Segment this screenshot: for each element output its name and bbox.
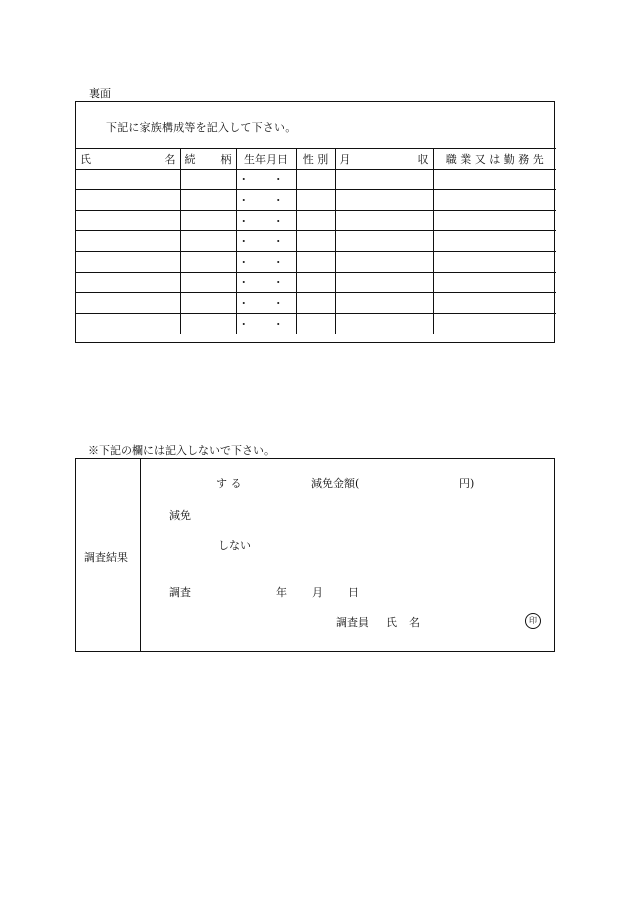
family-structure-section [75,101,555,343]
gender-cell[interactable] [296,272,335,293]
amount-unit: 円) [459,477,475,490]
table-header-row [76,149,556,170]
workplace-cell[interactable] [433,210,556,231]
table-row [76,313,556,334]
relation-cell[interactable] [180,313,236,334]
birthdate-cell[interactable]: ・ ・ [236,190,296,211]
income-cell[interactable] [335,190,433,211]
birthdate-cell[interactable]: ・ ・ [236,251,296,272]
income-cell[interactable] [335,272,433,293]
table-row [76,169,556,190]
gender-cell[interactable] [296,251,335,272]
relation-cell[interactable] [180,293,236,314]
table-row [76,190,556,211]
day-label: 日 [348,586,359,599]
header-name-left: 氏 [80,152,91,166]
family-instruction: 下記に家族構成等を記入して下さい。 [106,121,297,134]
relation-cell[interactable] [180,210,236,231]
result-heading: 調査結果 [84,551,128,564]
exemption-label: 減免 [169,509,191,522]
header-income-left: 月 [339,152,351,166]
birthdate-cell[interactable]: ・ ・ [236,210,296,231]
name-cell[interactable] [76,169,180,190]
do-option: す る [216,477,242,490]
gender-cell[interactable] [296,169,335,190]
gender-cell[interactable] [296,313,335,334]
investigator-label: 調査員 [336,616,369,629]
income-cell[interactable] [335,313,433,334]
workplace-cell[interactable] [433,231,556,252]
name-cell[interactable] [76,251,180,272]
name-cell[interactable] [76,313,180,334]
family-rows [76,169,556,334]
relation-cell[interactable] [180,272,236,293]
result-divider [140,459,141,651]
birthdate-cell[interactable]: ・ ・ [236,231,296,252]
not-option: しない [218,539,251,552]
workplace-cell[interactable] [433,251,556,272]
table-row [76,272,556,293]
header-name-right: 名 [164,152,176,166]
amount-label: 減免金額( [311,477,360,490]
gender-cell[interactable] [296,190,335,211]
survey-result-section [75,458,555,652]
name-cell[interactable] [76,272,180,293]
family-table [76,148,556,334]
relation-cell[interactable] [180,231,236,252]
workplace-cell[interactable] [433,190,556,211]
header-workplace: 職 業 又 は 勤 務 先 [433,149,556,170]
workplace-cell[interactable] [433,313,556,334]
header-relation-right: 柄 [220,152,232,166]
birthdate-cell[interactable]: ・ ・ [236,293,296,314]
birthdate-cell[interactable]: ・ ・ [236,272,296,293]
table-row [76,293,556,314]
side-label: 裏面 [89,87,111,100]
header-gender: 性 別 [296,149,335,170]
seal-icon: 印 [525,613,541,629]
relation-cell[interactable] [180,190,236,211]
workplace-cell[interactable] [433,293,556,314]
income-cell[interactable] [335,169,433,190]
gender-cell[interactable] [296,293,335,314]
year-label: 年 [276,586,287,599]
header-relation-left: 続 [184,152,196,166]
name-cell[interactable] [76,210,180,231]
survey-label: 調査 [169,586,191,599]
header-name [76,149,180,170]
header-income-right: 収 [417,152,429,166]
gender-cell[interactable] [296,210,335,231]
relation-cell[interactable] [180,251,236,272]
table-row [76,210,556,231]
table-row [76,231,556,252]
note-label: ※下記の欄には記入しないで下さい。 [88,444,275,457]
birthdate-cell[interactable]: ・ ・ [236,169,296,190]
birthdate-cell[interactable]: ・ ・ [236,313,296,334]
workplace-cell[interactable] [433,272,556,293]
relation-cell[interactable] [180,169,236,190]
investigator-name-right: 名 [409,616,420,629]
income-cell[interactable] [335,231,433,252]
header-relation [180,149,236,170]
month-label: 月 [312,586,323,599]
table-row [76,251,556,272]
investigator-name-left: 氏 [386,616,397,629]
income-cell[interactable] [335,251,433,272]
income-cell[interactable] [335,210,433,231]
name-cell[interactable] [76,231,180,252]
header-income [335,149,433,170]
income-cell[interactable] [335,293,433,314]
header-birthdate: 生年月日 [236,149,296,170]
name-cell[interactable] [76,293,180,314]
name-cell[interactable] [76,190,180,211]
workplace-cell[interactable] [433,169,556,190]
gender-cell[interactable] [296,231,335,252]
